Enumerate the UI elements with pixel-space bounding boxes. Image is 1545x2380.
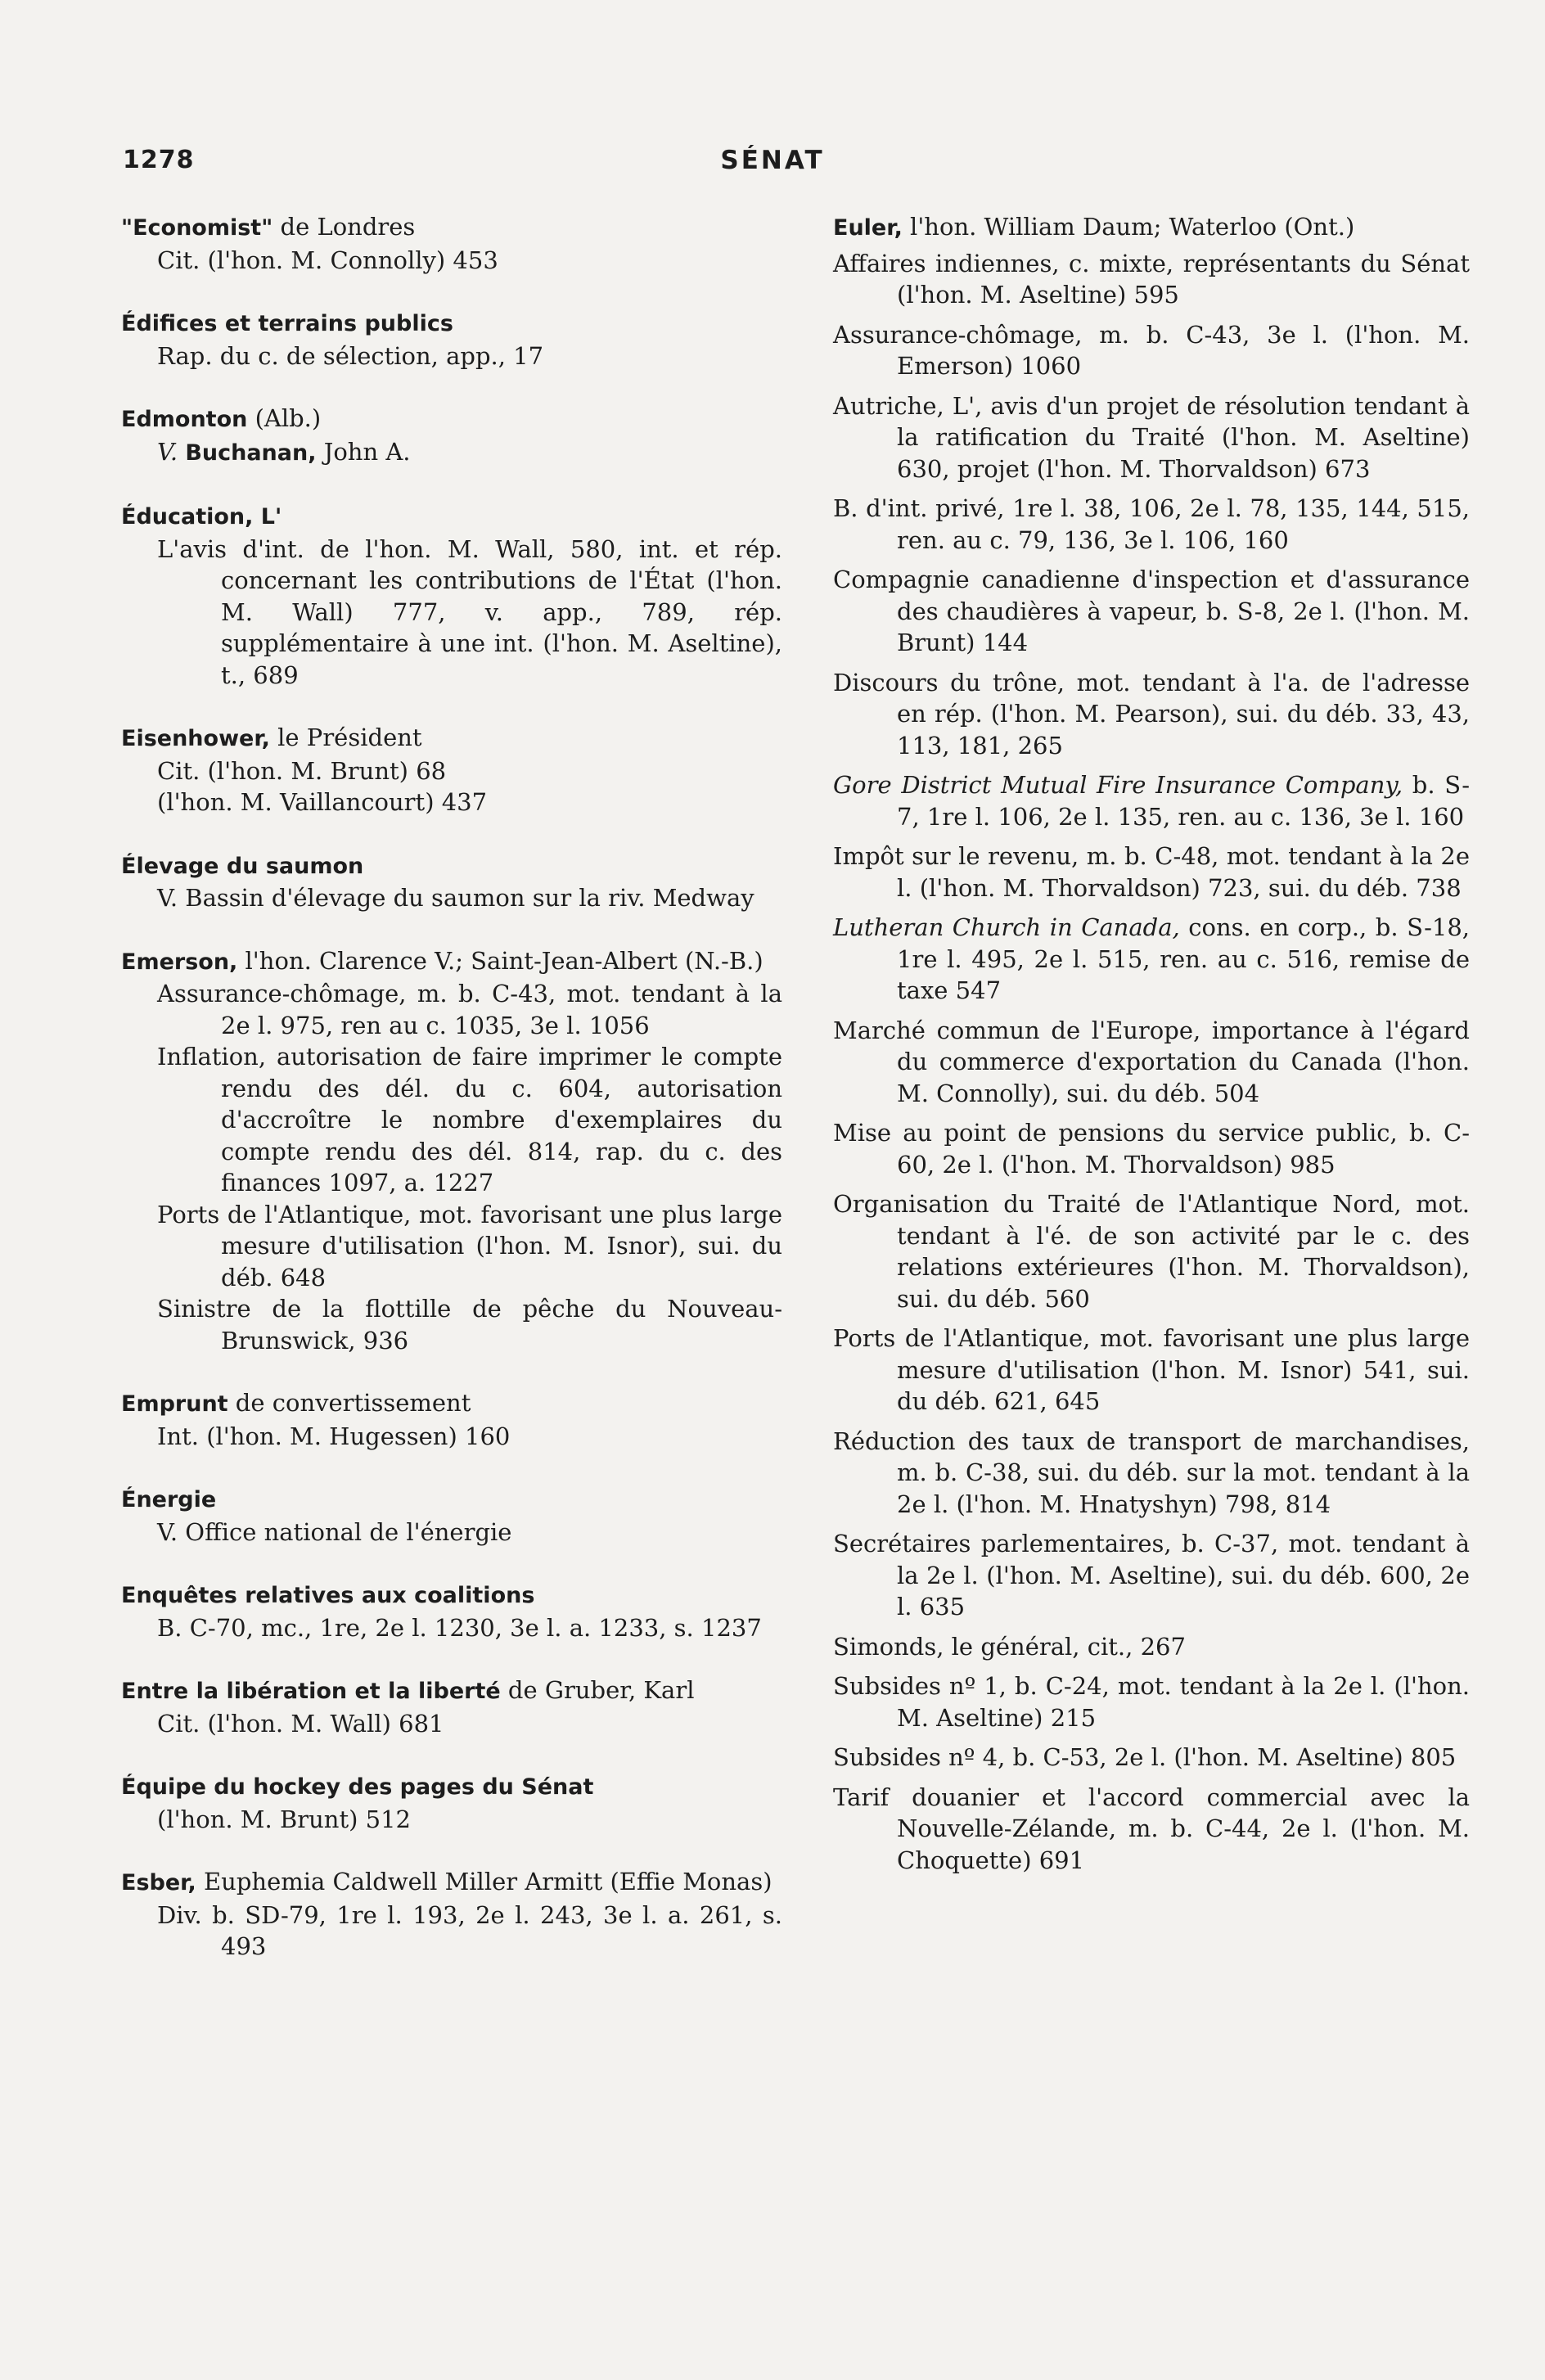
entry-keyword: "Economist" [121,215,273,241]
cross-ref-marker: V. [157,437,186,466]
entry-item: Compagnie canadienne d'inspection et d'assurance des chaudières à vapeur, b. S-8, 2e l. (l'hon. M. Brunt) 144 [833,566,1470,656]
entry-heading-rest: de Gruber, Karl [500,1676,695,1704]
entry-heading-rest: (Alb.) [247,404,322,432]
entry-keyword: Emerson, [121,949,238,975]
item-italic-title: Gore District Mutual Fire Insurance Company, [833,771,1403,799]
index-entry [121,1675,782,1739]
entry-heading [121,945,782,979]
index-entry [121,500,782,691]
entry-subline: Cit. (l'hon. M. Connolly) 453 [157,246,498,274]
index-entry [121,945,782,1357]
page-title: SÉNAT [720,146,825,175]
cross-ref-keyword: Buchanan, [185,439,317,466]
entry-item: Subsides nº 4, b. C-53, 2e l. (l'hon. M. Aseltine) 805 [833,1743,1457,1771]
item-rest: cons. en corp., b. S-18, 1re l. 495, 2e l. 515, ren. au c. 516, remise de taxe 547 [897,913,1470,1004]
index-entry [833,211,1470,1876]
index-entry [121,1483,782,1548]
entry-subline: Cit. (l'hon. M. Wall) 681 [157,1709,444,1738]
entry-heading [833,211,1470,245]
entry-keyword: Esber, [121,1870,196,1895]
entry-subline: Inflation, autorisation de faire imprimer le compte rendu des dél. du c. 604, autorisation d'accroître le nombre d'exemplaires du compte rendu des dél. 814, rap. du c. des finances 1097, a. 1227 [157,1043,782,1197]
entry-subline: L'avis d'int. de l'hon. M. Wall, 580, int. et rép. concernant les contributions de l'État (l'hon. M. Wall) 777, v. app., 789, rép. supplémentaire à une int. (l'hon. M. Aseltine), t., 689 [157,534,782,689]
entry-item [833,769,1470,832]
entry-item: Réduction des taux de transport de marchandises, m. b. C-38, sui. du déb. sur la mot. tendant à la 2e l. (l'hon. M. Hnatyshyn) 798, 814 [833,1427,1470,1518]
entry-heading-rest: Euphemia Caldwell Miller Armitt (Effie Monas) [196,1868,772,1895]
entry-item: Assurance-chômage, m. b. C-43, 3e l. (l'hon. M. Emerson) 1060 [833,320,1470,380]
entry-keyword: Enquêtes relatives aux coalitions [121,1583,535,1608]
entry-heading [121,307,782,340]
entry-heading-rest: l'hon. William Daum; Waterloo (Ont.) [902,213,1355,241]
entry-subline: B. C-70, mc., 1re, 2e l. 1230, 3e l. a. 1233, s. 1237 [157,1613,762,1642]
entry-subline: V. Bassin d'élevage du saumon sur la riv. Medway [157,884,754,912]
entry-subline: V. Office national de l'énergie [157,1517,512,1546]
entry-subline: Assurance-chômage, m. b. C-43, mot. tendant à la 2e l. 975, ren au c. 1035, 3e l. 1056 [157,980,782,1039]
entry-heading-rest: de convertissement [227,1389,471,1417]
entry-keyword: Équipe du hockey des pages du Sénat [121,1774,594,1800]
entry-item: Affaires indiennes, c. mixte, représentants du Sénat (l'hon. M. Aseltine) 595 [833,249,1470,309]
entry-subline: (l'hon. M. Brunt) 512 [157,1805,412,1833]
entry-heading [121,850,782,883]
entry-item [833,912,1470,1007]
entry-keyword: Edmonton [121,407,248,432]
entry-item: Subsides nº 1, b. C-24, mot. tendant à la 2e l. (l'hon. M. Aseltine) 215 [833,1672,1470,1732]
entry-heading-rest: l'hon. Clarence V.; Saint-Jean-Albert (N.-B.) [237,946,763,975]
entry-item: Ports de l'Atlantique, mot. favorisant une plus large mesure d'utilisation (l'hon. M. Isnor) 541, sui. du déb. 621, 645 [833,1324,1470,1415]
entry-heading [121,1483,782,1517]
entry-subline: Int. (l'hon. M. Hugessen) 160 [157,1422,511,1450]
entry-keyword: Énergie [121,1487,217,1512]
entry-heading-rest: le Président [269,723,422,751]
entry-subline: Sinistre de la flottille de pêche du Nouveau-Brunswick, 936 [157,1295,782,1355]
entry-heading [121,403,782,436]
entry-subline: Ports de l'Atlantique, mot. favorisant une plus large mesure d'utilisation (l'hon. M. Isnor), sui. du déb. 648 [157,1200,782,1291]
entry-heading [121,1579,782,1612]
index-column-right [833,211,1470,1884]
cross-ref-rest: John A. [316,437,411,466]
index-entry [121,1387,782,1452]
entry-subline: Rap. du c. de sélection, app., 17 [157,341,544,370]
entry-item: Simonds, le général, cit., 267 [833,1632,1186,1661]
entry-item: Organisation du Traité de l'Atlantique Nord, mot. tendant à l'é. de son activité par le c. des relations extérieures (l'hon. M. Thorvaldson), sui. du déb. 560 [833,1190,1470,1313]
index-entry [121,722,782,818]
page-number: 1278 [123,146,195,174]
entry-subline: Cit. (l'hon. M. Brunt) 68 [157,756,447,785]
entry-subline: (l'hon. M. Vaillancourt) 437 [157,788,488,816]
index-entry [121,850,782,914]
entry-heading [121,1387,782,1421]
entry-heading [121,211,782,245]
entry-heading [121,1770,782,1804]
index-entry [121,1866,782,1963]
index-entry [121,211,782,276]
entry-item: Discours du trône, mot. tendant à l'a. de l'adresse en rép. (l'hon. M. Pearson), sui. du déb. 33, 43, 113, 181, 265 [833,668,1470,760]
index-entry [121,403,782,469]
entry-item: Autriche, L', avis d'un projet de résolution tendant à la ratification du Traité (l'hon. M. Aseltine) 630, projet (l'hon. M. Thorvaldson) 673 [833,391,1470,483]
entry-item: Tarif douanier et l'accord commercial avec la Nouvelle-Zélande, m. b. C-44, 2e l. (l'hon. M. Choquette) 691 [833,1783,1470,1874]
entry-keyword: Élevage du saumon [121,853,364,879]
entry-heading [121,1866,782,1900]
entry-item: Marché commun de l'Europe, importance à l'égard du commerce d'exportation du Canada (l'hon. M. Connolly), sui. du déb. 504 [833,1016,1470,1107]
entry-subline [121,436,782,470]
index-entry [121,307,782,372]
item-rest: b. S-7, 1re l. 106, 2e l. 135, ren. au c. 136, 3e l. 160 [897,771,1470,831]
entry-keyword: Emprunt [121,1391,228,1417]
entry-item: Secrétaires parlementaires, b. C-37, mot. tendant à la 2e l. (l'hon. M. Aseltine), sui. du déb. 600, 2e l. 635 [833,1530,1470,1620]
entry-keyword: Eisenhower, [121,726,270,751]
item-italic-title: Lutheran Church in Canada, [833,913,1180,941]
entry-item: Mise au point de pensions du service public, b. C-60, 2e l. (l'hon. M. Thorvaldson) 985 [833,1119,1470,1179]
entry-keyword: Éducation, L' [121,504,282,530]
entry-heading [121,722,782,755]
index-column-left [121,211,782,1994]
entry-heading [121,500,782,534]
index-entry [121,1770,782,1835]
entry-subline: Div. b. SD-79, 1re l. 193, 2e l. 243, 3e l. a. 261, s. 493 [157,1900,782,1960]
entry-heading [121,1675,782,1708]
index-entry [121,1579,782,1643]
entry-keyword: Entre la libération et la liberté [121,1679,501,1704]
entry-item: B. d'int. privé, 1re l. 38, 106, 2e l. 78, 135, 144, 515, ren. au c. 79, 136, 3e l. 106, 160 [833,494,1470,554]
entry-item: Impôt sur le revenu, m. b. C-48, mot. tendant à la 2e l. (l'hon. M. Thorvaldson) 723, sui. du déb. 738 [833,842,1470,902]
entry-keyword: Euler, [833,215,903,241]
entry-heading-rest: de Londres [273,213,416,241]
entry-keyword: Édifices et terrains publics [121,311,453,336]
